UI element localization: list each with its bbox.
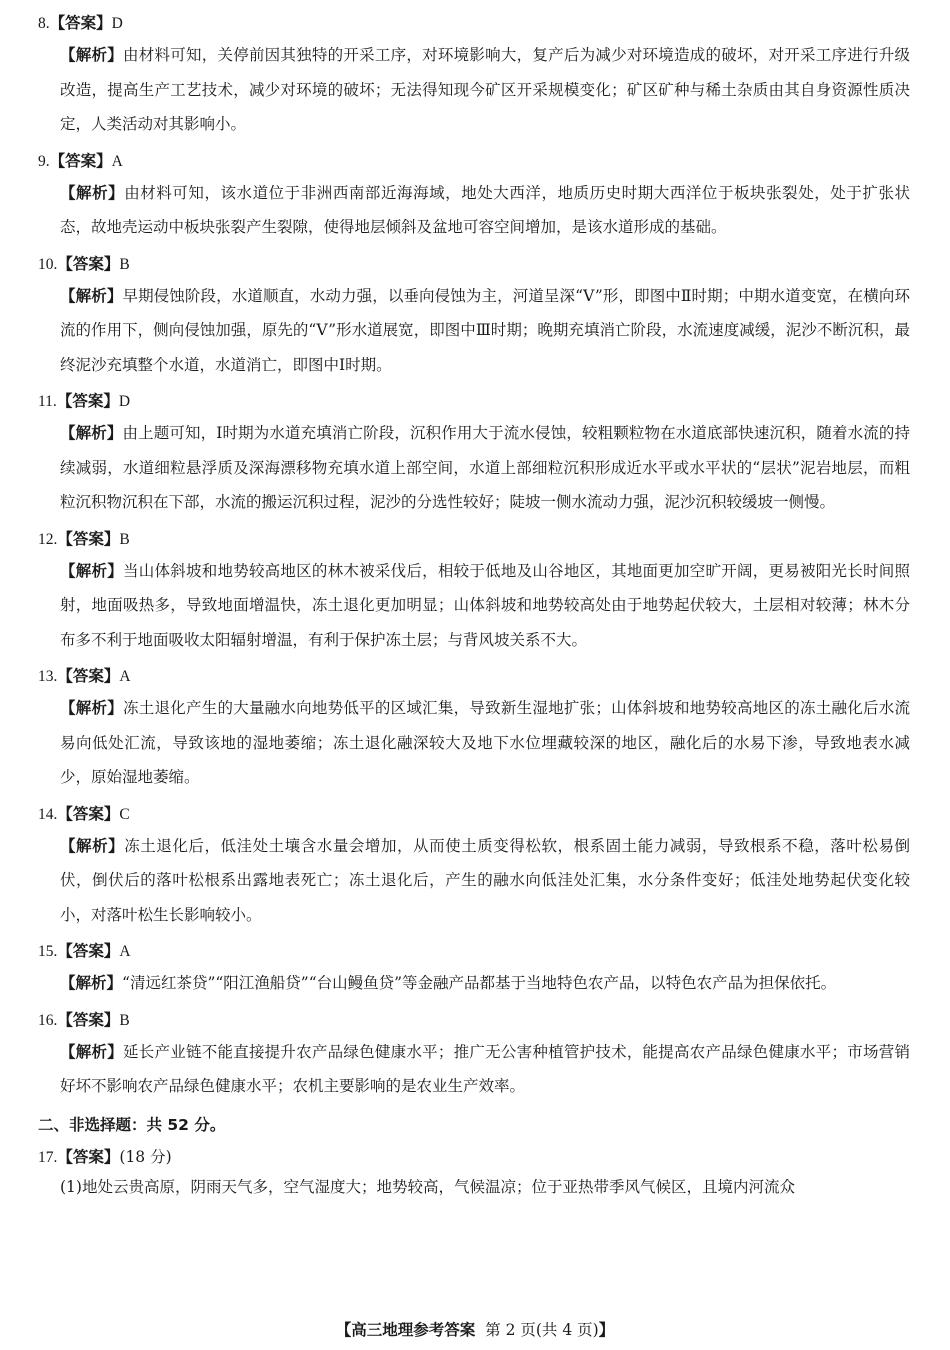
- question-10-answer-line: [38, 251, 910, 277]
- analysis-tag: 【解析】: [60, 836, 125, 855]
- answer-letter: A: [111, 152, 123, 170]
- question-11-analysis: [38, 416, 910, 520]
- question-15-analysis: [38, 966, 910, 1001]
- question-14-answer-line: [38, 801, 910, 827]
- section-2-title: 二、非选择题：共 52 分。: [38, 1115, 226, 1134]
- question-number: 17.: [38, 1148, 58, 1166]
- answer-tag: 【答案】: [57, 529, 120, 548]
- answer-letter: B: [119, 530, 130, 548]
- question-13-analysis: [38, 691, 910, 795]
- question-17-part-1: (1)地处云贵高原，阴雨天气多，空气湿度大；地势较高，气候温凉；位于亚热带季风气候区，且境内河流众: [60, 1177, 795, 1196]
- analysis-text: 延长产业链不能直接提升农产品绿色健康水平；推广无公害种植管护技术，能提高农产品绿色健康水平；市场营销好坏不影响农产品绿色健康水平；农机主要影响的是农业生产效率。: [60, 1042, 910, 1095]
- answer-letter: A: [119, 668, 131, 685]
- answer-tag: 【答案】: [57, 1147, 120, 1166]
- question-13-answer-line: [38, 663, 910, 689]
- analysis-tag: 【解析】: [60, 183, 125, 202]
- answer-tag: 【答案】: [57, 667, 120, 685]
- question-16-analysis: [38, 1035, 910, 1104]
- analysis-tag: 【解析】: [60, 561, 123, 580]
- question-number: 12.: [38, 530, 58, 548]
- question-number: 16.: [38, 1011, 58, 1029]
- answer-tag: 【答案】: [57, 942, 120, 960]
- analysis-text: 由上题可知，Ⅰ时期为水道充填消亡阶段，沉积作用大于流水侵蚀，较粗颗粒物在水道底部快速沉积，随着水流的持续减弱，水道细粒悬浮质及深海漂移物充填水道上部空间，水道上部细粒沉积形成近水平或水平状的“层状”泥岩地层，而粗粒沉积物沉积在下部，水流的搬运沉积过程，泥沙的分选性较好；陡坡一侧水流动力强，泥沙沉积较缓坡一侧慢。: [60, 424, 910, 511]
- question-number: 9.: [38, 152, 50, 170]
- answer-content: [38, 10, 910, 1204]
- analysis-text: 由材料可知，关停前因其独特的开采工序，对环境影响大，复产后为减少对环境造成的破坏，对开采工序进行升级改造，提高生产工艺技术，减少对环境的破坏；无法得知现今矿区开采规模变化；矿区矿种与稀土杂质由其自身资源性质决定，人类活动对其影响小。: [60, 46, 910, 133]
- question-number: 8.: [38, 15, 50, 32]
- question-11-answer-line: [38, 388, 910, 414]
- question-14-analysis: [38, 829, 910, 933]
- answer-tag: 【答案】: [57, 1010, 120, 1029]
- answer-letter: D: [118, 393, 131, 410]
- analysis-tag: 【解析】: [60, 699, 123, 717]
- analysis-tag: 【解析】: [60, 424, 123, 442]
- analysis-tag: 【解析】: [60, 286, 123, 305]
- footer-page-number: 第 2 页(共 4 页): [485, 1321, 599, 1339]
- question-number: 13.: [38, 668, 58, 685]
- analysis-text: 早期侵蚀阶段，水道顺直，水动力强，以垂向侵蚀为主，河道呈深“V”形，即图中Ⅱ时期；中期水道变宽，在横向环流的作用下，侧向侵蚀加强，原先的“V”形水道展宽，即图中Ⅲ时期；晚期充填消亡阶段，水流速度减缓，泥沙不断沉积，最终泥沙充填整个水道，水道消亡，即图中Ⅰ时期。: [60, 286, 910, 374]
- analysis-text: 由材料可知，该水道位于非洲西南部近海海域，地处大西洋，地质历史时期大西洋位于板块张裂处，处于扩张状态，故地壳运动中板块张裂产生裂隙，使得地层倾斜及盆地可容空间增加，是该水道形成的基础。: [60, 183, 910, 236]
- question-12-answer-line: [38, 526, 910, 552]
- question-number: 15.: [38, 943, 58, 960]
- question-9-answer-line: [38, 148, 910, 174]
- page-footer: [0, 1318, 950, 1340]
- answer-tag: 【答案】: [57, 804, 120, 823]
- answer-letter: B: [119, 1011, 130, 1029]
- question-8-answer-line: [38, 10, 910, 36]
- footer-close-bracket: 】: [598, 1321, 615, 1339]
- analysis-text: 冻土退化后，低洼处土壤含水量会增加，从而使土质变得松软，根系固土能力减弱，导致根系不稳，落叶松易倒伏，倒伏后的落叶松根系出露地表死亡；冻土退化后，产生的融水向低洼处汇集，水分条件变好；低洼处地势起伏变化较小，对落叶松生长影响较小。: [60, 836, 910, 924]
- question-10-analysis: [38, 279, 910, 383]
- analysis-tag: 【解析】: [60, 1042, 123, 1061]
- question-12-analysis: [38, 554, 910, 658]
- question-16-answer-line: [38, 1007, 910, 1033]
- answer-tag: 【答案】: [49, 14, 112, 32]
- analysis-tag: 【解析】: [60, 46, 123, 64]
- question-number: 11.: [38, 393, 57, 410]
- question-9-analysis: [38, 176, 910, 245]
- analysis-text: 冻土退化产生的大量融水向地势低平的区域汇集，导致新生湿地扩张；山体斜坡和地势较高地区的冻土融化后水流易向低处汇流，导致该地的湿地萎缩；冻土退化融深较大及地下水位埋藏较深的地区，融化后的水易下渗，导致地表水减少，原始湿地萎缩。: [60, 699, 910, 786]
- question-number: 14.: [38, 805, 58, 823]
- analysis-tag: 【解析】: [60, 974, 123, 992]
- answer-letter: D: [111, 15, 123, 32]
- question-17-answer-line: [38, 1144, 910, 1170]
- answer-tag: 【答案】: [56, 392, 119, 410]
- answer-letter: C: [119, 805, 130, 823]
- question-8-analysis: [38, 38, 910, 142]
- question-number: 10.: [38, 255, 58, 273]
- score-text: (18 分): [119, 1147, 172, 1166]
- analysis-text: “清远红茶贷”“阳江渔船贷”“台山鳗鱼贷”等金融产品都基于当地特色农产品，以特色农产品为担保依托。: [122, 974, 837, 992]
- footer-title: 【高三地理参考答案: [335, 1321, 476, 1339]
- analysis-text: 当山体斜坡和地势较高地区的林木被采伐后，相较于低地及山谷地区，其地面更加空旷开阔，更易被阳光长时间照射，地面吸热多，导致地面增温快，冻土退化更加明显；山体斜坡和地势较高处由于地势起伏较大，土层相对较薄；林木分布多不利于地面吸收太阳辐射增温，有利于保护冻土层；与背风坡关系不大。: [60, 561, 910, 649]
- answer-tag: 【答案】: [49, 151, 112, 170]
- question-15-answer-line: [38, 938, 910, 964]
- answer-letter: A: [119, 943, 131, 960]
- answer-letter: B: [119, 255, 130, 273]
- answer-tag: 【答案】: [57, 254, 120, 273]
